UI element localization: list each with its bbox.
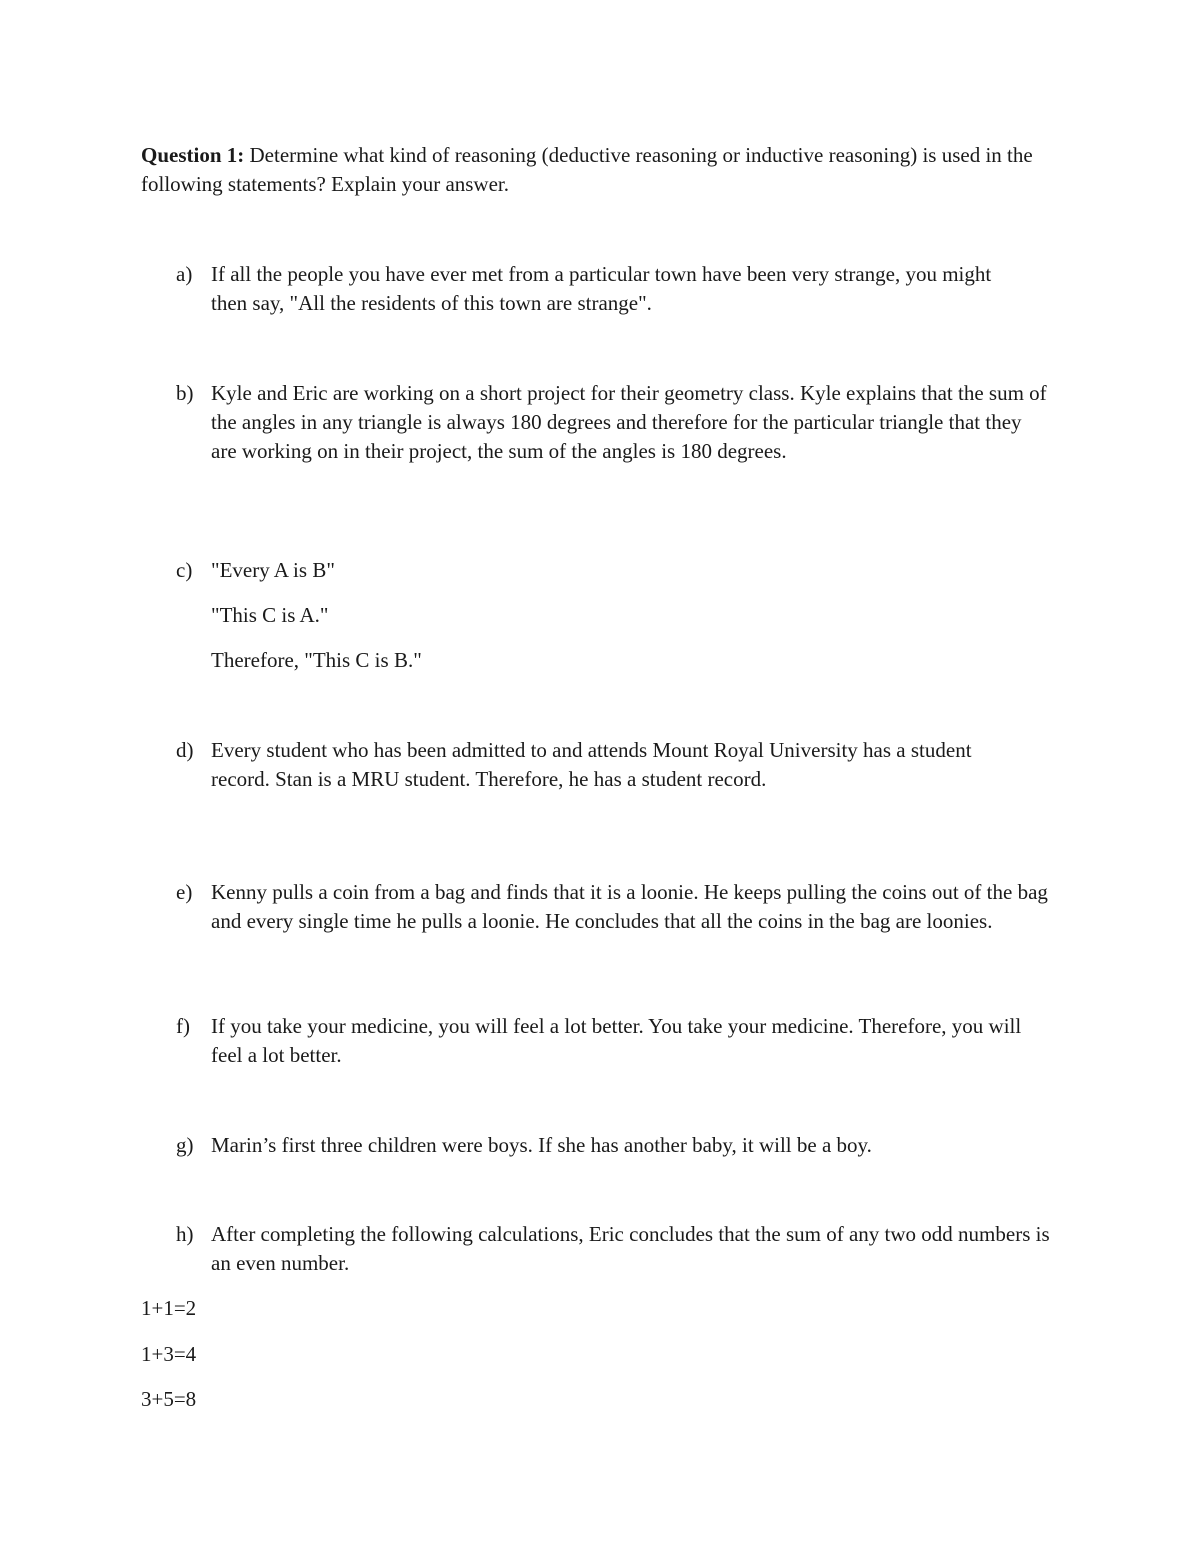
calculation-line-2: 1+3=4 (141, 1342, 197, 1366)
question-label: Question 1: (141, 143, 245, 167)
item-text: Every student who has been admitted to and attends Mount Royal University has a student record. Stan is a MRU student. Therefore, he has a student record. (211, 738, 972, 791)
question-header (141, 141, 1061, 199)
premise-line-2: "This C is A." (211, 603, 329, 627)
item-text: If you take your medicine, you will feel a lot better. You take your medicine. Therefore, you will feel a lot better. (211, 1014, 1022, 1067)
item-text: Kenny pulls a coin from a bag and finds that it is a loonie. He keeps pulling the coins out of the bag and every single time he pulls a loonie. He concludes that all the coins in the bag are loonies. (211, 880, 1048, 933)
list-item-e (176, 878, 1066, 936)
item-text: Kyle and Eric are working on a short project for their geometry class. Kyle explains that the sum of the angles in any triangle is always 180 degrees and therefore for the particular triangle that they are working on in their project, the sum of the angles is 180 degrees. (211, 381, 1047, 463)
calculation-line-1: 1+1=2 (141, 1296, 197, 1320)
item-marker: c) (176, 558, 193, 582)
item-marker: h) (176, 1222, 194, 1246)
premise-line-1: "Every A is B" (211, 558, 335, 582)
conclusion-line: Therefore, "This C is B." (211, 648, 422, 672)
item-text: After completing the following calculations, Eric concludes that the sum of any two odd numbers is an even number. (211, 1222, 1050, 1275)
list-item-b (176, 379, 1066, 466)
question-prompt: Determine what kind of reasoning (deductive reasoning or inductive reasoning) is used in the following statements? Explain your answer. (141, 143, 1033, 196)
item-marker: e) (176, 880, 193, 904)
list-item-h (176, 1220, 1066, 1278)
item-text: Marin’s first three children were boys. If she has another baby, it will be a boy. (211, 1133, 872, 1157)
list-item-g (176, 1131, 1066, 1160)
item-marker: d) (176, 738, 194, 762)
item-marker: a) (176, 262, 193, 286)
calculation-line-3: 3+5=8 (141, 1387, 197, 1411)
list-item-f (176, 1012, 1066, 1070)
item-text: If all the people you have ever met from a particular town have been very strange, you might then say, "All the residents of this town are strange". (211, 262, 992, 315)
item-marker: f) (176, 1014, 190, 1038)
list-item-d (176, 736, 1066, 794)
item-marker: g) (176, 1133, 194, 1157)
item-marker: b) (176, 381, 194, 405)
list-item-c (176, 556, 1066, 675)
list-item-a (176, 260, 1066, 318)
